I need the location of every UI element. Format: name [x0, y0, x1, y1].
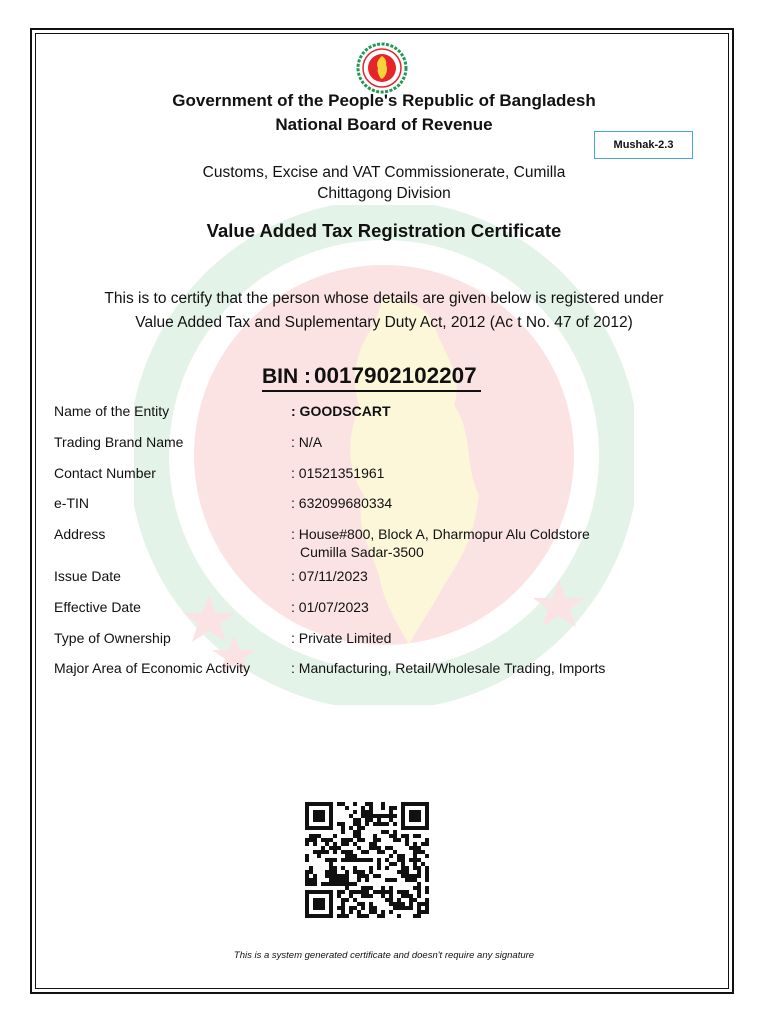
- bin-heading: [262, 364, 481, 392]
- detail-label: Name of the Entity: [54, 403, 170, 419]
- bangladesh-government-emblem-icon: [356, 42, 408, 94]
- detail-value: : GOODSCART: [291, 403, 391, 419]
- detail-label: Trading Brand Name: [54, 434, 184, 450]
- certification-statement-line-1: This is to certify that the person whose details are given below is registered under: [104, 290, 664, 307]
- detail-value: : 01521351961: [291, 465, 385, 481]
- commissionerate: Customs, Excise and VAT Commissionerate, Cumilla: [202, 164, 566, 181]
- bin-number: 0017902102207: [314, 363, 477, 388]
- system-generated-note: This is a system generated certificate and doesn't require any signature: [233, 950, 535, 961]
- detail-value-block: [291, 525, 691, 561]
- qr-code-icon: [305, 802, 429, 918]
- detail-label: Contact Number: [54, 465, 156, 481]
- detail-value: : 07/11/2023: [291, 568, 368, 584]
- detail-label: Effective Date: [54, 599, 141, 615]
- detail-label: Type of Ownership: [54, 630, 171, 646]
- bin-label: BIN :: [262, 365, 311, 388]
- detail-value: : House#800, Block A, Dharmopur Alu Coldstore: [291, 526, 590, 542]
- detail-label: Issue Date: [54, 568, 121, 584]
- detail-label: Major Area of Economic Activity: [54, 660, 251, 676]
- detail-label: e-TIN: [54, 495, 89, 511]
- detail-value: : Manufacturing, Retail/Wholesale Trading, Imports: [291, 660, 606, 676]
- detail-value: : Private Limited: [291, 630, 392, 646]
- division: Chittagong Division: [317, 185, 451, 202]
- detail-value: : 01/07/2023: [291, 599, 369, 615]
- detail-label: Address: [54, 526, 106, 542]
- certificate-title: Value Added Tax Registration Certificate: [206, 220, 562, 241]
- government-name: Government of the People's Republic of Bangladesh: [172, 91, 596, 110]
- detail-value: : N/A: [291, 434, 323, 450]
- board-name: National Board of Revenue: [275, 115, 493, 134]
- detail-value-continuation: Cumilla Sadar-3500: [300, 544, 424, 560]
- certification-statement-line-2: Value Added Tax and Suplementary Duty Act, 2012 (Ac t No. 47 of 2012): [135, 314, 633, 331]
- detail-value: : 632099680334: [291, 495, 393, 511]
- form-code-badge: Mushak-2.3: [594, 131, 693, 159]
